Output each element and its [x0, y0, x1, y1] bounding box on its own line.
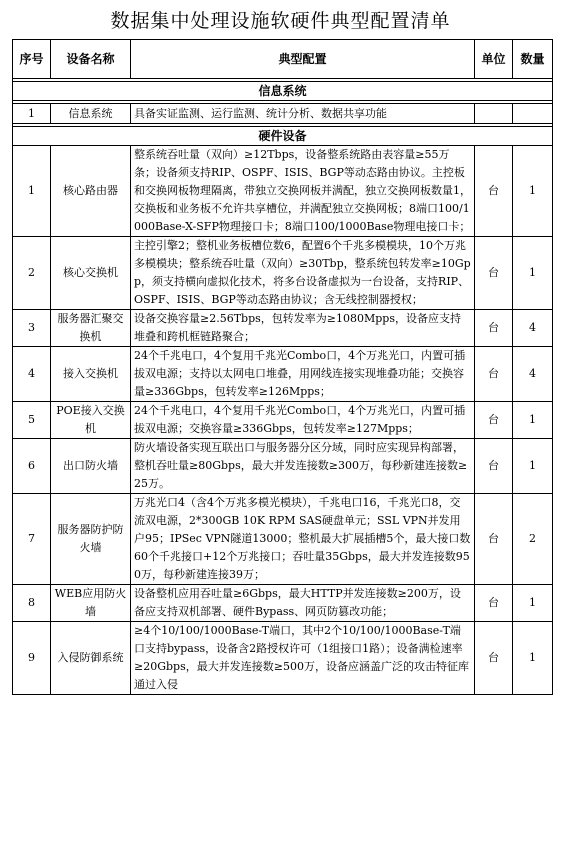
cell-name: WEB应用防火墙: [51, 585, 131, 622]
table-row: [13, 104, 553, 124]
cell-unit: 台: [475, 585, 513, 622]
header-unit: 单位: [475, 40, 513, 79]
cell-unit: 台: [475, 237, 513, 310]
cell-qty: 4: [513, 310, 553, 347]
cell-config: 24个千兆电口，4个复用千兆光Combo口，4个万兆光口，内置可插拔双电源；交换容量≥336Gbps，包转发率≥127Mpps；: [131, 402, 475, 439]
cell-no: 6: [13, 439, 51, 494]
cell-config: 设备交换容量≥2.56Tbps，包转发率为≥1080Mpps，设备应支持堆叠和跨机框链路聚合；: [131, 310, 475, 347]
cell-unit: 台: [475, 494, 513, 585]
table-row: [13, 347, 553, 402]
cell-no: 3: [13, 310, 51, 347]
cell-config: 万兆光口4（含4个万兆多模光模块），千兆电口16，千兆光口8，交流双电源，2*300GB 10K RPM SAS硬盘单元；SSL VPN并发用户95；IPSec VPN隧道13000；整机最大扩展插槽5个，最大接口数60个千兆接口+12个万兆接口；吞吐量35Gbps，最大并发连接数950万，每秒新建连接39万；: [131, 494, 475, 585]
cell-unit: 台: [475, 622, 513, 695]
section-heading-hardware: 硬件设备: [13, 127, 553, 146]
section-heading-info-system: 信息系统: [13, 82, 553, 101]
section-row: [13, 127, 553, 146]
cell-no: 1: [13, 146, 51, 237]
cell-unit: 台: [475, 347, 513, 402]
cell-name: 接入交换机: [51, 347, 131, 402]
cell-config: 设备整机应用吞吐量≥6Gbps，最大HTTP并发连接数≥200万，设备应支持双机部署、硬件Bypass、网页防篡改功能；: [131, 585, 475, 622]
table-row: [13, 439, 553, 494]
header-name: 设备名称: [51, 40, 131, 79]
table-row: [13, 237, 553, 310]
cell-no: 9: [13, 622, 51, 695]
cell-config: 整系统吞吐量（双向）≥12Tbps，设备整系统路由表容量≥55万条；设备须支持RIP、OSPF、ISIS、BGP等动态路由协议。主控板和交换网板物理隔离，带独立交换网板并满配，独立交换网板数量1，交换板和业务板不允许共享槽位，并满配独立交换网板；8端口100/1000Base-X-SFP物理接口卡；8端口100/1000Base物理电接口卡；: [131, 146, 475, 237]
cell-config: ≥4个10/100/1000Base-T端口，其中2个10/100/1000Base-T端口支持bypass，设备含2路授权许可（1组接口1路）；设备满检速率≥20Gbps，最大并发连接数≥500万，设备应涵盖广泛的攻击特征库通过入侵: [131, 622, 475, 695]
cell-name: 服务器汇聚交换机: [51, 310, 131, 347]
cell-name: 核心交换机: [51, 237, 131, 310]
cell-no: 8: [13, 585, 51, 622]
cell-unit: 台: [475, 310, 513, 347]
cell-qty: 1: [513, 622, 553, 695]
table-row: [13, 622, 553, 695]
section-row: [13, 82, 553, 101]
cell-name: 核心路由器: [51, 146, 131, 237]
header-config: 典型配置: [131, 40, 475, 79]
cell-name: 信息系统: [51, 104, 131, 124]
cell-name: 入侵防御系统: [51, 622, 131, 695]
cell-config: 24个千兆电口，4个复用千兆光Combo口，4个万兆光口，内置可插拔双电源；支持以太网电口堆叠，用网线连接实现堆叠功能；交换容量≥336Gbps，包转发率≥126Mpps；: [131, 347, 475, 402]
cell-qty: 2: [513, 494, 553, 585]
cell-config: 防火墙设备实现互联出口与服务器分区分域，同时应实现异构部署，整机吞吐量≥80Gbps，最大并发连接数≥300万，每秒新建连接数≥25万。: [131, 439, 475, 494]
cell-unit: [475, 104, 513, 124]
cell-config: 主控引擎2；整机业务板槽位数6，配置6个千兆多模模块，10个万兆多模模块；整系统吞吐量（双向）≥30Tbp，整系统包转发率≥10Gpp，须支持横向虚拟化技术，将多台设备虚拟为一台设备，支持RIP、OSPF、ISIS、BGP等动态路由协议；含无线控制器授权；: [131, 237, 475, 310]
cell-no: 4: [13, 347, 51, 402]
cell-no: 5: [13, 402, 51, 439]
header-qty: 数量: [513, 40, 553, 79]
cell-qty: 1: [513, 402, 553, 439]
cell-name: 服务器防护防火墙: [51, 494, 131, 585]
cell-no: 7: [13, 494, 51, 585]
cell-qty: 1: [513, 585, 553, 622]
table-header-row: [13, 40, 553, 79]
cell-unit: 台: [475, 146, 513, 237]
document-title: 数据集中处理设施软硬件典型配置清单: [110, 10, 451, 32]
cell-qty: 1: [513, 439, 553, 494]
cell-unit: 台: [475, 402, 513, 439]
cell-name: POE接入交换机: [51, 402, 131, 439]
cell-no: 2: [13, 237, 51, 310]
cell-qty: 1: [513, 237, 553, 310]
cell-no: 1: [13, 104, 51, 124]
table-row: [13, 310, 553, 347]
cell-name: 出口防火墙: [51, 439, 131, 494]
header-no: 序号: [13, 40, 51, 79]
table-row: [13, 146, 553, 237]
cell-unit: 台: [475, 439, 513, 494]
cell-qty: 4: [513, 347, 553, 402]
table-row: [13, 494, 553, 585]
config-table: [12, 39, 553, 695]
cell-qty: [513, 104, 553, 124]
cell-config: 具备实证监测、运行监测、统计分析、数据共享功能: [131, 104, 475, 124]
cell-qty: 1: [513, 146, 553, 237]
table-row: [13, 402, 553, 439]
table-row: [13, 585, 553, 622]
